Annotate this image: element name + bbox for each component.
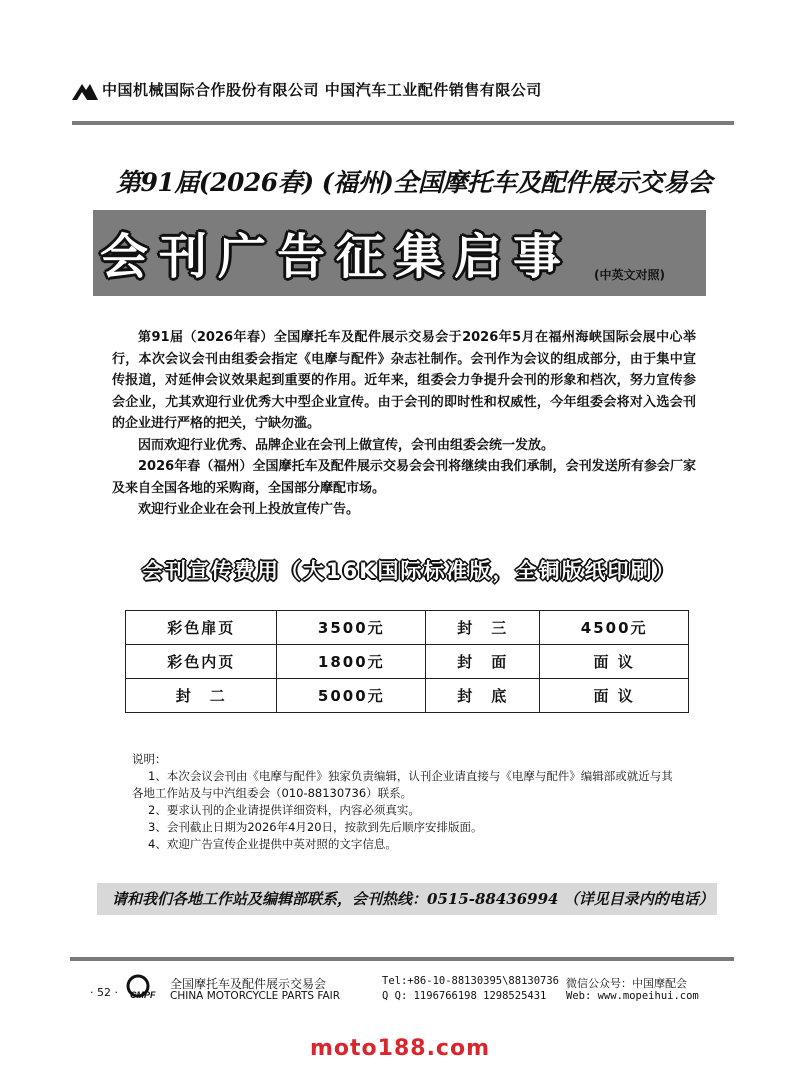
body-paragraph: 2026年春（福州）全国摩托车及配件展示交易会会刊将继续由我们承制，会刊发送所有参会厂家及来自全国各地的采购商，全国部分摩配市场。	[112, 459, 696, 496]
fee-price: 1800元	[277, 645, 426, 679]
page-number: · 52 ·	[90, 986, 118, 999]
footer-qq: Q Q: 1196766198 1298525431	[382, 990, 547, 1002]
note-item: 3、会刊截止日期为2026年4月20日，按款到先后顺序安排版面。	[148, 820, 483, 834]
fee-price: 面 议	[540, 679, 689, 713]
note-item: 1、本次会议会刊由《电摩与配件》独家负责编辑，认刊企业请直接与《电摩与配件》编辑部或就近与其	[148, 769, 673, 783]
table-row	[126, 611, 689, 645]
fee-heading: 会刊宣传费用（大16K国际标准版，全铜版纸印刷）	[142, 559, 677, 583]
fee-item: 封 面	[426, 645, 540, 679]
header-companies: 中国机械国际合作股份有限公司 中国汽车工业配件销售有限公司	[102, 81, 542, 99]
fair-logo-text: CMPF	[130, 990, 156, 1000]
notes-title: 说明：	[132, 752, 167, 766]
footer-web: Web: www.mopeihui.com	[566, 990, 699, 1002]
notes-section	[132, 751, 702, 853]
site-watermark: moto188.com	[309, 1036, 491, 1061]
fee-price: 4500元	[540, 611, 689, 645]
table-row	[126, 679, 689, 713]
fair-logo-icon	[126, 974, 162, 1000]
fair-name-en: CHINA MOTORCYCLE PARTS FAIR	[170, 990, 341, 1002]
footer-tel: Tel:+86-10-88130395\88130736	[382, 975, 560, 987]
footer-divider	[70, 957, 734, 961]
fee-item: 封 三	[426, 611, 540, 645]
fee-price: 5000元	[277, 679, 426, 713]
hotline-text: 请和我们各地工作站及编辑部联系，会刊热线：0515-88436994 （详见目录内的电话）	[112, 890, 714, 908]
table-row	[126, 645, 689, 679]
fee-item: 彩色扉页	[126, 611, 277, 645]
banner-title: 会刊广告征集启事	[100, 229, 573, 285]
fee-price: 面 议	[540, 645, 689, 679]
note-item: 4、欢迎广告宣传企业提供中英对照的文字信息。	[148, 837, 397, 851]
header-divider	[72, 121, 734, 125]
company-logo-icon	[72, 80, 98, 100]
fee-table	[125, 610, 689, 713]
fair-name-cn: 全国摩托车及配件展示交易会	[170, 977, 327, 991]
note-item: 各地工作站及与中汽组委会（010-88130736）联系。	[132, 786, 413, 800]
body-paragraph: 第91届（2026年春）全国摩托车及配件展示交易会于2026年5月在福州海峡国际会展中心举行，本次会议会刊由组委会指定《电摩与配件》杂志社制作。会刊作为会议的组成部分，由于集中宣传报道，对延伸会议效果起到重要的作用。近年来，组委会力争提升会刊的形象和档次，努力宣传参会企业，尤其欢迎行业优秀大中型企业宣传。由于会刊的即时性和权威性，今年组委会将对入选会刊的企业进行严格的把关，宁缺勿滥。	[112, 330, 696, 431]
body-paragraph: 因而欢迎行业优秀、品牌企业在会刊上做宣传，会刊由组委会统一发放。	[138, 437, 555, 453]
footer-wechat: 微信公众号：中国摩配会	[566, 977, 687, 990]
fee-item: 封 底	[426, 679, 540, 713]
fee-item: 封 二	[126, 679, 277, 713]
note-item: 2、要求认刊的企业请提供详细资料，内容必须真实。	[148, 803, 420, 817]
event-title: 第91届(2026春) (福州)全国摩托车及配件展示交易会	[116, 168, 712, 197]
body-paragraph: 欢迎行业企业在会刊上投放宣传广告。	[138, 502, 360, 517]
fee-price: 3500元	[277, 611, 426, 645]
announcement-body	[112, 327, 696, 521]
banner-subtitle: (中英文对照)	[594, 268, 665, 282]
fee-item: 彩色内页	[126, 645, 277, 679]
